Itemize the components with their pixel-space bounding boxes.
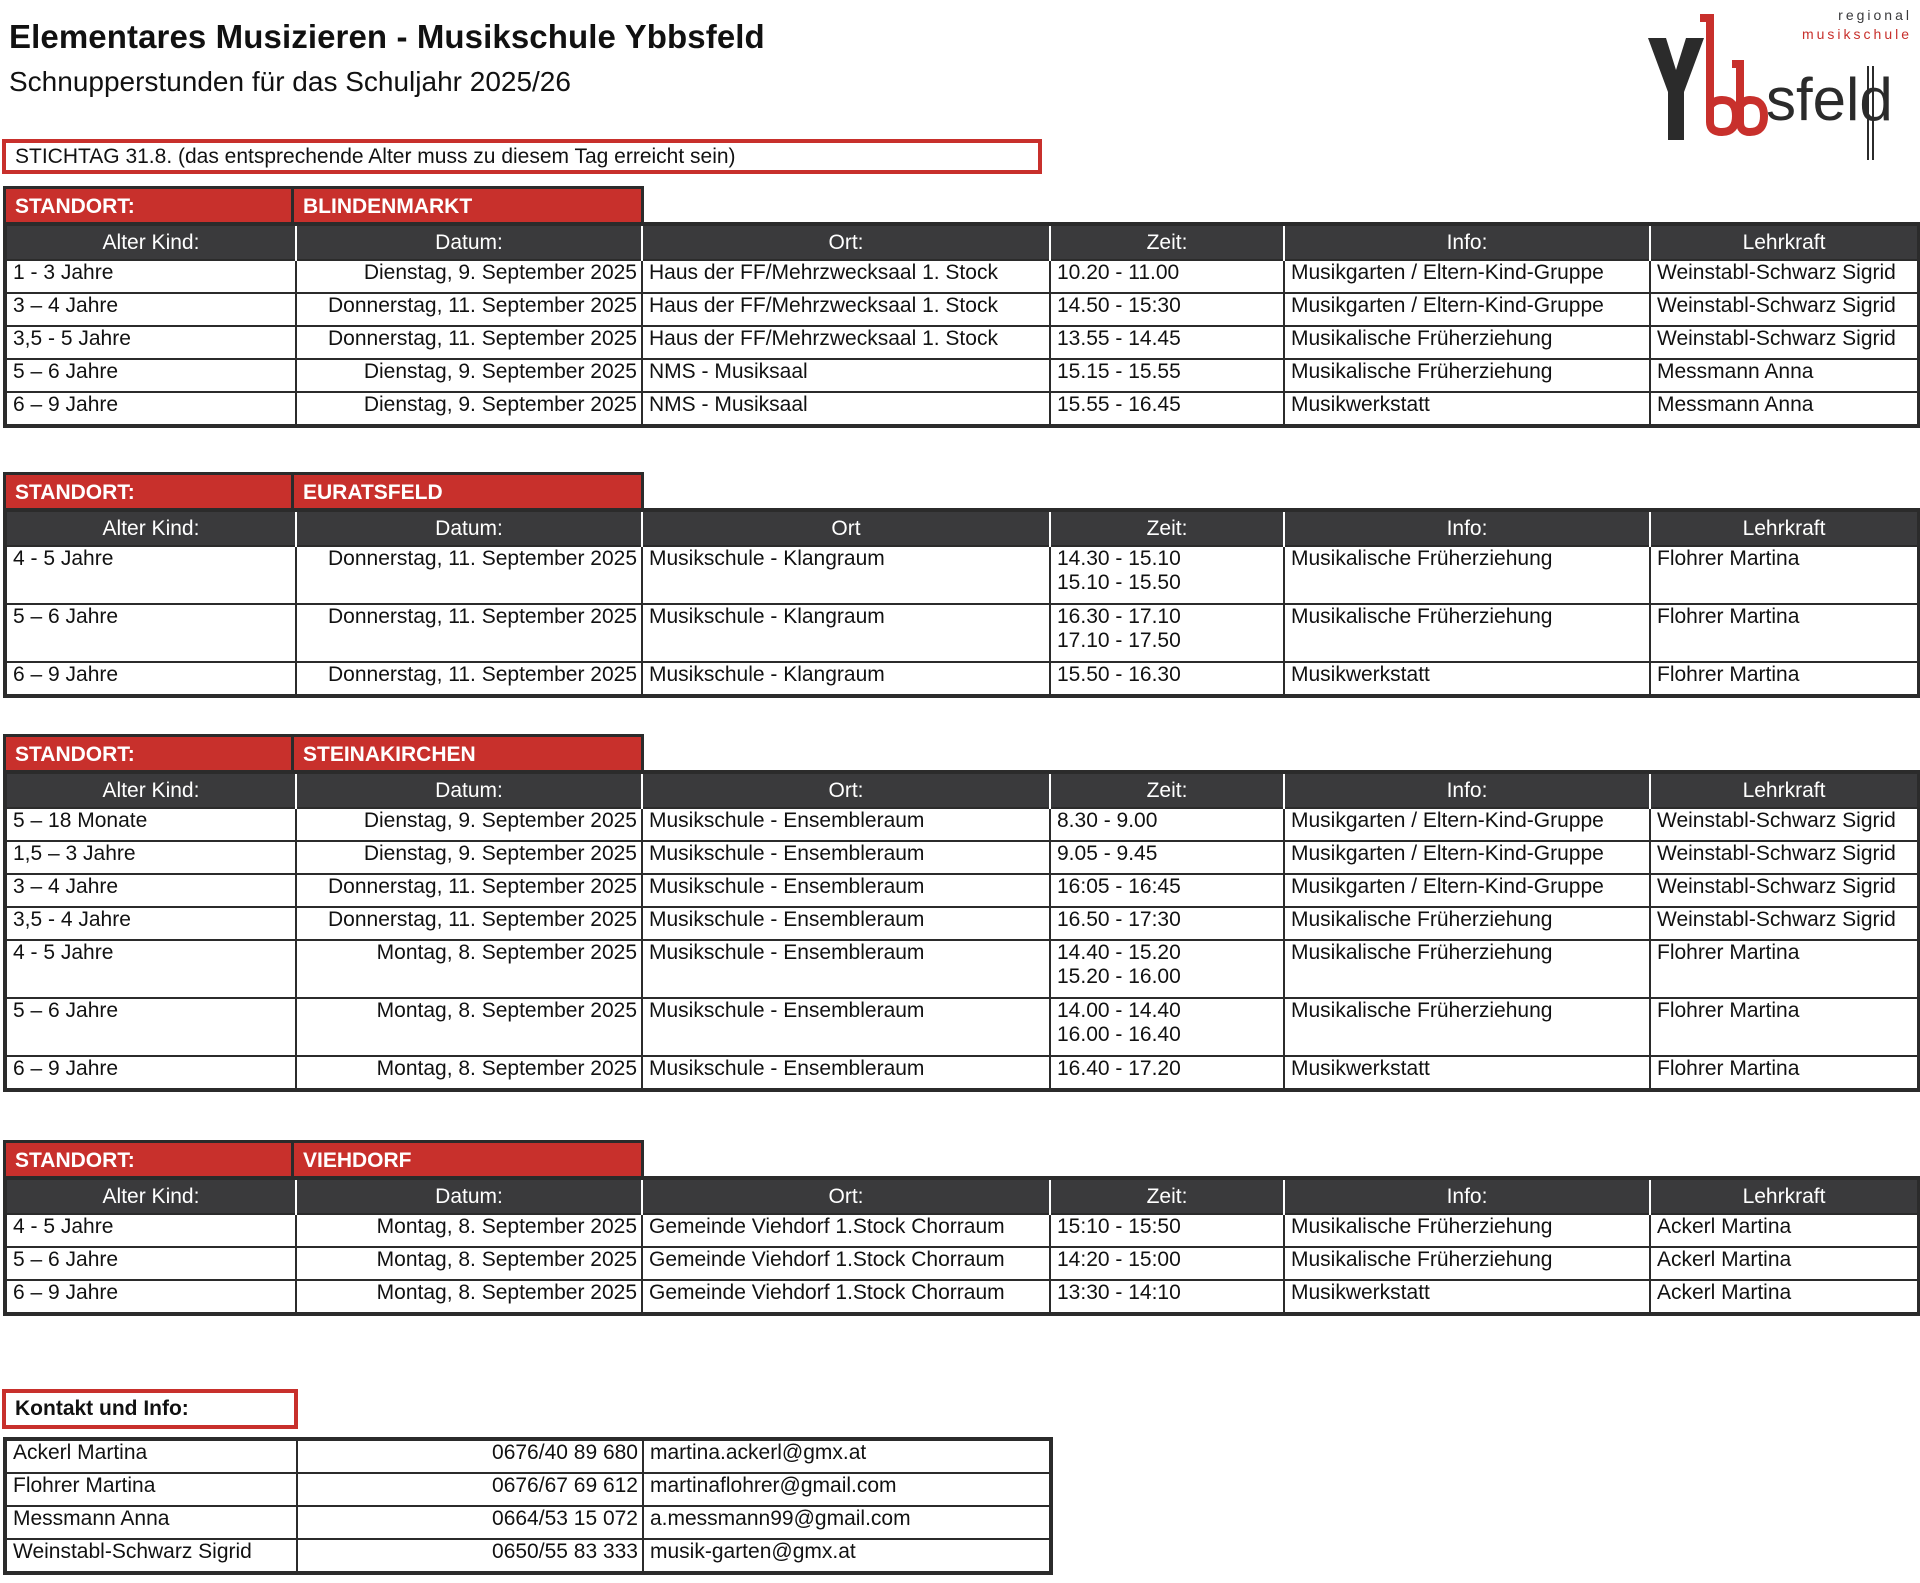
column-header: Lehrkraft: [1650, 510, 1919, 546]
teacher-cell: Ackerl Martina: [1650, 1214, 1919, 1247]
date-cell: Montag, 8. September 2025: [296, 1280, 642, 1314]
info-cell: Musikwerkstatt: [1284, 1280, 1650, 1314]
age-cell: 5 – 6 Jahre: [5, 604, 296, 662]
column-header: Ort: [642, 510, 1050, 546]
kontakt-table: [3, 1437, 1053, 1575]
info-cell: Musikgarten / Eltern-Kind-Gruppe: [1284, 808, 1650, 841]
column-header: Ort:: [642, 224, 1050, 260]
teacher-cell: Weinstabl-Schwarz Sigrid: [1650, 293, 1919, 326]
age-cell: 5 – 6 Jahre: [5, 359, 296, 392]
svg-text:sfeld: sfeld: [1766, 66, 1893, 133]
table-row: [5, 293, 1919, 326]
column-header: Info:: [1284, 772, 1650, 808]
table-row: [5, 940, 1919, 998]
table-row: [5, 260, 1919, 293]
age-cell: 3,5 - 4 Jahre: [5, 907, 296, 940]
standort-label: STANDORT:: [3, 186, 294, 222]
column-header: Zeit:: [1050, 772, 1284, 808]
page-subtitle: Schnupperstunden für das Schuljahr 2025/26: [9, 66, 571, 97]
teacher-cell: Weinstabl-Schwarz Sigrid: [1650, 808, 1919, 841]
contact-email[interactable]: martinaflohrer@gmail.com: [643, 1473, 1051, 1506]
date-cell: Donnerstag, 11. September 2025: [296, 293, 642, 326]
contact-phone: 0676/40 89 680: [297, 1439, 643, 1473]
teacher-cell: Flohrer Martina: [1650, 998, 1919, 1056]
time-cell: 14.50 - 15:30: [1050, 293, 1284, 326]
info-cell: Musikalische Früherziehung: [1284, 1214, 1650, 1247]
column-header: Info:: [1284, 1178, 1650, 1214]
schedule-table: [3, 770, 1920, 1092]
kontakt-row: [5, 1473, 1051, 1506]
location-cell: Haus der FF/Mehrzwecksaal 1. Stock: [642, 260, 1050, 293]
column-header: Datum:: [296, 224, 642, 260]
info-cell: Musikalische Früherziehung: [1284, 546, 1650, 604]
age-cell: 4 - 5 Jahre: [5, 940, 296, 998]
date-cell: Donnerstag, 11. September 2025: [296, 907, 642, 940]
teacher-cell: Flohrer Martina: [1650, 546, 1919, 604]
contact-name: Messmann Anna: [5, 1506, 297, 1539]
column-header: Info:: [1284, 224, 1650, 260]
column-header: Lehrkraft: [1650, 224, 1919, 260]
column-header: Ort:: [642, 772, 1050, 808]
date-cell: Montag, 8. September 2025: [296, 1214, 642, 1247]
schedule-table: [3, 1176, 1920, 1316]
table-row: [5, 326, 1919, 359]
date-cell: Donnerstag, 11. September 2025: [296, 874, 642, 907]
info-cell: Musikwerkstatt: [1284, 1056, 1650, 1090]
logo-line-musikschule: musikschule: [1801, 26, 1912, 42]
time-cell: 16.40 - 17.20: [1050, 1056, 1284, 1090]
location-cell: Musikschule - Ensembleraum: [642, 940, 1050, 998]
teacher-cell: Weinstabl-Schwarz Sigrid: [1650, 260, 1919, 293]
column-header: Alter Kind:: [5, 1178, 296, 1214]
location-cell: Musikschule - Klangraum: [642, 546, 1050, 604]
info-cell: Musikalische Früherziehung: [1284, 326, 1650, 359]
location-cell: NMS - Musiksaal: [642, 392, 1050, 426]
location-cell: Haus der FF/Mehrzwecksaal 1. Stock: [642, 326, 1050, 359]
contact-email[interactable]: musik-garten@gmx.at: [643, 1539, 1051, 1573]
info-cell: Musikgarten / Eltern-Kind-Gruppe: [1284, 260, 1650, 293]
time-slot: 16.00 - 16.40: [1057, 1023, 1181, 1046]
column-header: Zeit:: [1050, 224, 1284, 260]
column-header: Alter Kind:: [5, 224, 296, 260]
time-slot: 14.40 - 15.20: [1057, 941, 1181, 964]
column-header: Lehrkraft: [1650, 1178, 1919, 1214]
date-cell: Dienstag, 9. September 2025: [296, 260, 642, 293]
time-slot: 14.30 - 15.10: [1057, 547, 1181, 570]
time-slot: 15.20 - 16.00: [1057, 965, 1181, 988]
column-header: Alter Kind:: [5, 772, 296, 808]
contact-email[interactable]: martina.ackerl@gmx.at: [643, 1439, 1051, 1473]
time-slot: 14.00 - 14.40: [1057, 999, 1181, 1022]
location-cell: Musikschule - Klangraum: [642, 662, 1050, 696]
info-cell: Musikalische Früherziehung: [1284, 359, 1650, 392]
date-cell: Montag, 8. September 2025: [296, 1247, 642, 1280]
date-cell: Dienstag, 9. September 2025: [296, 359, 642, 392]
time-cell: 15.15 - 15.55: [1050, 359, 1284, 392]
time-cell: [1050, 546, 1284, 604]
time-slot: 16.30 - 17.10: [1057, 605, 1181, 628]
info-cell: Musikwerkstatt: [1284, 392, 1650, 426]
table-row: [5, 392, 1919, 426]
date-cell: Donnerstag, 11. September 2025: [296, 326, 642, 359]
age-cell: 1,5 – 3 Jahre: [5, 841, 296, 874]
logo-line-regional: regional: [1838, 7, 1912, 23]
schedule-table: [3, 508, 1920, 698]
page-title: Elementares Musizieren - Musikschule Ybbsfeld: [9, 18, 765, 55]
contact-phone: 0676/67 69 612: [297, 1473, 643, 1506]
standort-name: STEINAKIRCHEN: [294, 734, 644, 770]
standort-name: EURATSFELD: [294, 472, 644, 508]
date-cell: Montag, 8. September 2025: [296, 1056, 642, 1090]
contact-phone: 0650/55 83 333: [297, 1539, 643, 1573]
info-cell: Musikalische Früherziehung: [1284, 604, 1650, 662]
time-cell: 14:20 - 15:00: [1050, 1247, 1284, 1280]
info-cell: Musikgarten / Eltern-Kind-Gruppe: [1284, 874, 1650, 907]
time-cell: 16.50 - 17:30: [1050, 907, 1284, 940]
ybbsfeld-logo-graphic: [1640, 4, 1920, 164]
teacher-cell: Weinstabl-Schwarz Sigrid: [1650, 874, 1919, 907]
location-cell: Musikschule - Ensembleraum: [642, 874, 1050, 907]
teacher-cell: Weinstabl-Schwarz Sigrid: [1650, 907, 1919, 940]
time-cell: 8.30 - 9.00: [1050, 808, 1284, 841]
age-cell: 3 – 4 Jahre: [5, 874, 296, 907]
teacher-cell: Weinstabl-Schwarz Sigrid: [1650, 841, 1919, 874]
time-cell: 10.20 - 11.00: [1050, 260, 1284, 293]
kontakt-row: [5, 1506, 1051, 1539]
age-cell: 5 – 6 Jahre: [5, 1247, 296, 1280]
age-cell: 4 - 5 Jahre: [5, 546, 296, 604]
schedule-table: [3, 222, 1920, 428]
age-cell: 6 – 9 Jahre: [5, 1280, 296, 1314]
info-cell: Musikwerkstatt: [1284, 662, 1650, 696]
location-cell: Musikschule - Ensembleraum: [642, 998, 1050, 1056]
table-row: [5, 546, 1919, 604]
teacher-cell: Messmann Anna: [1650, 359, 1919, 392]
contact-phone: 0664/53 15 072: [297, 1506, 643, 1539]
contact-name: Ackerl Martina: [5, 1439, 297, 1473]
column-header: Ort:: [642, 1178, 1050, 1214]
time-cell: [1050, 940, 1284, 998]
contact-name: Weinstabl-Schwarz Sigrid: [5, 1539, 297, 1573]
teacher-cell: Messmann Anna: [1650, 392, 1919, 426]
logo: [1640, 4, 1920, 164]
age-cell: 6 – 9 Jahre: [5, 662, 296, 696]
location-cell: Musikschule - Ensembleraum: [642, 841, 1050, 874]
age-cell: 5 – 18 Monate: [5, 808, 296, 841]
age-cell: 4 - 5 Jahre: [5, 1214, 296, 1247]
date-cell: Montag, 8. September 2025: [296, 998, 642, 1056]
stichtag-notice: STICHTAG 31.8. (das entsprechende Alter muss zu diesem Tag erreicht sein): [2, 139, 1042, 174]
column-header: Zeit:: [1050, 510, 1284, 546]
location-cell: Gemeinde Viehdorf 1.Stock Chorraum: [642, 1280, 1050, 1314]
date-cell: Donnerstag, 11. September 2025: [296, 662, 642, 696]
table-row: [5, 604, 1919, 662]
table-row: [5, 1056, 1919, 1090]
standort-label: STANDORT:: [3, 734, 294, 770]
location-cell: Gemeinde Viehdorf 1.Stock Chorraum: [642, 1214, 1050, 1247]
teacher-cell: Flohrer Martina: [1650, 604, 1919, 662]
teacher-cell: Flohrer Martina: [1650, 1056, 1919, 1090]
table-row: [5, 1214, 1919, 1247]
date-cell: Donnerstag, 11. September 2025: [296, 604, 642, 662]
column-header: Zeit:: [1050, 1178, 1284, 1214]
standort-label: STANDORT:: [3, 1140, 294, 1176]
date-cell: Donnerstag, 11. September 2025: [296, 546, 642, 604]
info-cell: Musikalische Früherziehung: [1284, 907, 1650, 940]
standort-name: BLINDENMARKT: [294, 186, 644, 222]
date-cell: Dienstag, 9. September 2025: [296, 808, 642, 841]
time-cell: 15:10 - 15:50: [1050, 1214, 1284, 1247]
date-cell: Dienstag, 9. September 2025: [296, 392, 642, 426]
location-cell: Gemeinde Viehdorf 1.Stock Chorraum: [642, 1247, 1050, 1280]
age-cell: 3 – 4 Jahre: [5, 293, 296, 326]
location-cell: NMS - Musiksaal: [642, 359, 1050, 392]
kontakt-label: Kontakt und Info:: [2, 1389, 298, 1429]
column-header: Info:: [1284, 510, 1650, 546]
teacher-cell: Ackerl Martina: [1650, 1247, 1919, 1280]
table-row: [5, 907, 1919, 940]
date-cell: Dienstag, 9. September 2025: [296, 841, 642, 874]
contact-email[interactable]: a.messmann99@gmail.com: [643, 1506, 1051, 1539]
info-cell: Musikalische Früherziehung: [1284, 998, 1650, 1056]
teacher-cell: Flohrer Martina: [1650, 662, 1919, 696]
column-header: Datum:: [296, 510, 642, 546]
standort-label: STANDORT:: [3, 472, 294, 508]
time-slot: 17.10 - 17.50: [1057, 629, 1181, 652]
table-row: [5, 662, 1919, 696]
table-row: [5, 808, 1919, 841]
location-cell: Musikschule - Klangraum: [642, 604, 1050, 662]
column-header: Datum:: [296, 1178, 642, 1214]
location-cell: Haus der FF/Mehrzwecksaal 1. Stock: [642, 293, 1050, 326]
location-cell: Musikschule - Ensembleraum: [642, 907, 1050, 940]
info-cell: Musikalische Früherziehung: [1284, 1247, 1650, 1280]
time-cell: [1050, 604, 1284, 662]
table-row: [5, 874, 1919, 907]
time-cell: 13:30 - 14:10: [1050, 1280, 1284, 1314]
info-cell: Musikalische Früherziehung: [1284, 940, 1650, 998]
location-cell: Musikschule - Ensembleraum: [642, 1056, 1050, 1090]
standort-name: VIEHDORF: [294, 1140, 644, 1176]
table-row: [5, 359, 1919, 392]
time-cell: [1050, 998, 1284, 1056]
age-cell: 6 – 9 Jahre: [5, 392, 296, 426]
time-cell: 15.55 - 16.45: [1050, 392, 1284, 426]
teacher-cell: Weinstabl-Schwarz Sigrid: [1650, 326, 1919, 359]
table-row: [5, 841, 1919, 874]
time-cell: 15.50 - 16.30: [1050, 662, 1284, 696]
table-row: [5, 1280, 1919, 1314]
time-cell: 13.55 - 14.45: [1050, 326, 1284, 359]
teacher-cell: Flohrer Martina: [1650, 940, 1919, 998]
time-cell: 9.05 - 9.45: [1050, 841, 1284, 874]
kontakt-row: [5, 1539, 1051, 1573]
location-cell: Musikschule - Ensembleraum: [642, 808, 1050, 841]
table-row: [5, 998, 1919, 1056]
info-cell: Musikgarten / Eltern-Kind-Gruppe: [1284, 841, 1650, 874]
contact-name: Flohrer Martina: [5, 1473, 297, 1506]
column-header: Datum:: [296, 772, 642, 808]
table-row: [5, 1247, 1919, 1280]
age-cell: 6 – 9 Jahre: [5, 1056, 296, 1090]
time-cell: 16:05 - 16:45: [1050, 874, 1284, 907]
age-cell: 1 - 3 Jahre: [5, 260, 296, 293]
time-slot: 15.10 - 15.50: [1057, 571, 1181, 594]
age-cell: 5 – 6 Jahre: [5, 998, 296, 1056]
info-cell: Musikgarten / Eltern-Kind-Gruppe: [1284, 293, 1650, 326]
column-header: Lehrkraft: [1650, 772, 1919, 808]
date-cell: Montag, 8. September 2025: [296, 940, 642, 998]
column-header: Alter Kind:: [5, 510, 296, 546]
kontakt-row: [5, 1439, 1051, 1473]
age-cell: 3,5 - 5 Jahre: [5, 326, 296, 359]
teacher-cell: Ackerl Martina: [1650, 1280, 1919, 1314]
